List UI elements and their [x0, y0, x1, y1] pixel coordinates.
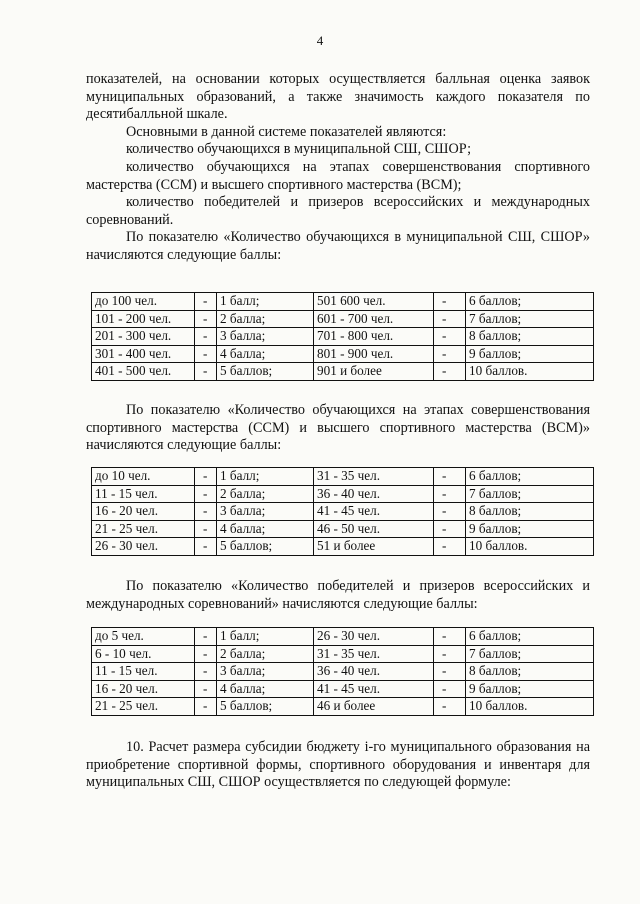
table-cell: - — [195, 645, 217, 663]
table-cell: 701 - 800 чел. — [314, 328, 434, 346]
table-cell: 51 и более — [314, 538, 434, 556]
table-cell: 41 - 45 чел. — [314, 503, 434, 521]
table-cell: 501 600 чел. — [314, 293, 434, 311]
table-cell: 6 - 10 чел. — [92, 645, 195, 663]
table-cell: - — [195, 628, 217, 646]
table-cell: 36 - 40 чел. — [314, 663, 434, 681]
table-cell: - — [434, 485, 466, 503]
table-cell: - — [195, 310, 217, 328]
table-cell: 21 - 25 чел. — [92, 520, 195, 538]
table-cell: 2 балла; — [217, 310, 314, 328]
table-cell: - — [195, 293, 217, 311]
table-cell: - — [195, 680, 217, 698]
table-cell: 201 - 300 чел. — [92, 328, 195, 346]
table-cell: 10 баллов. — [466, 698, 594, 716]
section2-table — [91, 467, 594, 556]
table-cell: 4 балла; — [217, 520, 314, 538]
table-cell: 26 - 30 чел. — [314, 628, 434, 646]
table-cell: 101 - 200 чел. — [92, 310, 195, 328]
section3-intro: По показателю «Количество победителей и призеров всероссийских и международных соревнований» начисляются следующие баллы: — [86, 578, 590, 612]
table-cell: 8 баллов; — [466, 663, 594, 681]
table-cell: 46 и более — [314, 698, 434, 716]
table-cell: 4 балла; — [217, 345, 314, 363]
table-row — [92, 698, 594, 716]
table-cell: - — [434, 293, 466, 311]
table-cell: 7 баллов; — [466, 645, 594, 663]
table-cell: - — [195, 328, 217, 346]
table-row — [92, 520, 594, 538]
table-cell: - — [195, 363, 217, 381]
table-cell: 2 балла; — [217, 485, 314, 503]
table-row — [92, 663, 594, 681]
table-row — [92, 538, 594, 556]
table-cell: 11 - 15 чел. — [92, 485, 195, 503]
table-cell: 4 балла; — [217, 680, 314, 698]
table-cell: 6 баллов; — [466, 468, 594, 486]
table-row — [92, 328, 594, 346]
table-cell: до 10 чел. — [92, 468, 195, 486]
table-cell: - — [195, 345, 217, 363]
table-row — [92, 645, 594, 663]
table-cell: - — [195, 520, 217, 538]
table-cell: 41 - 45 чел. — [314, 680, 434, 698]
table-cell: - — [434, 520, 466, 538]
table-cell: 8 баллов; — [466, 328, 594, 346]
table-cell: - — [434, 468, 466, 486]
table-cell: - — [195, 503, 217, 521]
table-cell: - — [434, 645, 466, 663]
table-row — [92, 503, 594, 521]
table-cell: - — [434, 680, 466, 698]
table-cell: - — [195, 485, 217, 503]
intro-paragraph: показателей, на основании которых осуществляется балльная оценка заявок муниципальных образований, а также значимость каждого показателя по десятибалльной шкале. — [86, 71, 590, 122]
table-cell: - — [195, 538, 217, 556]
table-cell: - — [195, 468, 217, 486]
table-cell: - — [434, 503, 466, 521]
table-cell: 2 балла; — [217, 645, 314, 663]
table-cell: 6 баллов; — [466, 628, 594, 646]
table-row — [92, 293, 594, 311]
table-row — [92, 680, 594, 698]
table-cell: - — [434, 328, 466, 346]
table-cell: 1 балл; — [217, 293, 314, 311]
table-cell: - — [434, 628, 466, 646]
indicator-3: количество победителей и призеров всероссийских и международных соревнований. — [86, 194, 590, 228]
table-cell: 46 - 50 чел. — [314, 520, 434, 538]
section1-intro: По показателю «Количество обучающихся в муниципальной СШ, СШОР» начисляются следующие баллы: — [86, 229, 590, 263]
table-cell: 3 балла; — [217, 328, 314, 346]
table-cell: 301 - 400 чел. — [92, 345, 195, 363]
table-row — [92, 363, 594, 381]
table-cell: 1 балл; — [217, 628, 314, 646]
table-row — [92, 468, 594, 486]
table-cell: - — [195, 663, 217, 681]
table-cell: 8 баллов; — [466, 503, 594, 521]
table-cell: 11 - 15 чел. — [92, 663, 195, 681]
table-row — [92, 628, 594, 646]
table-cell: 601 - 700 чел. — [314, 310, 434, 328]
table-cell: 5 баллов; — [217, 698, 314, 716]
main-heading: Основными в данной системе показателей являются: — [126, 124, 447, 140]
table-cell: 9 баллов; — [466, 345, 594, 363]
table-cell: 801 - 900 чел. — [314, 345, 434, 363]
table-cell: 9 баллов; — [466, 680, 594, 698]
indicator-1: количество обучающихся в муниципальной СШ, СШОР; — [126, 141, 472, 157]
table-cell: 31 - 35 чел. — [314, 468, 434, 486]
section2-intro: По показателю «Количество обучающихся на этапах совершенствования спортивного мастерства (ССМ) и высшего спортивного мастерства (ВСМ)» начисляются следующие баллы: — [86, 402, 590, 453]
table-cell: 21 - 25 чел. — [92, 698, 195, 716]
table-cell: 16 - 20 чел. — [92, 503, 195, 521]
indicator-2: количество обучающихся на этапах совершенствования спортивного мастерства (ССМ) и высшего спортивного мастерства (ВСМ); — [86, 159, 590, 193]
table-cell: - — [434, 363, 466, 381]
table-cell: 6 баллов; — [466, 293, 594, 311]
table-cell: 901 и более — [314, 363, 434, 381]
table-cell: до 100 чел. — [92, 293, 195, 311]
table-cell: 401 - 500 чел. — [92, 363, 195, 381]
table-cell: - — [434, 310, 466, 328]
page-number: 4 — [316, 33, 324, 48]
table-cell: 16 - 20 чел. — [92, 680, 195, 698]
table-cell: 7 баллов; — [466, 310, 594, 328]
table-cell: 3 балла; — [217, 663, 314, 681]
section4-paragraph: 10. Расчет размера субсидии бюджету i-го муниципального образования на приобретение спортивной формы, спортивного оборудования и инвентаря для муниципальных СШ, СШОР осуществляется по следующей формуле: — [86, 739, 590, 790]
table-cell: 36 - 40 чел. — [314, 485, 434, 503]
section3-table — [91, 627, 594, 716]
table-cell: до 5 чел. — [92, 628, 195, 646]
table-cell: 1 балл; — [217, 468, 314, 486]
table-cell: 5 баллов; — [217, 538, 314, 556]
section1-table — [91, 292, 594, 381]
table-cell: 10 баллов. — [466, 363, 594, 381]
table-row — [92, 310, 594, 328]
table-cell: - — [434, 538, 466, 556]
table-row — [92, 485, 594, 503]
table-cell: 26 - 30 чел. — [92, 538, 195, 556]
table-cell: - — [195, 698, 217, 716]
table-cell: 3 балла; — [217, 503, 314, 521]
table-cell: 10 баллов. — [466, 538, 594, 556]
table-cell: - — [434, 698, 466, 716]
table-cell: 9 баллов; — [466, 520, 594, 538]
table-cell: 31 - 35 чел. — [314, 645, 434, 663]
table-cell: - — [434, 345, 466, 363]
table-cell: - — [434, 663, 466, 681]
table-cell: 5 баллов; — [217, 363, 314, 381]
table-cell: 7 баллов; — [466, 485, 594, 503]
table-row — [92, 345, 594, 363]
